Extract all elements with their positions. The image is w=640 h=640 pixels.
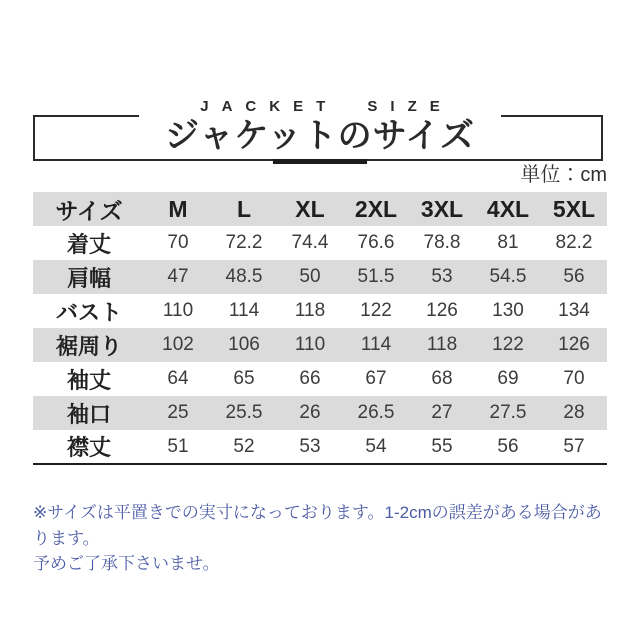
row-label: 肩幅 <box>66 265 111 291</box>
table-row <box>33 328 607 362</box>
cell-value: 51 <box>167 435 189 457</box>
column-header: 5XL <box>552 195 596 222</box>
row-label: 袖丈 <box>66 367 111 393</box>
unit-label: 単位：cm <box>520 164 607 186</box>
cell-value: 72.2 <box>225 232 263 253</box>
cell-value: 122 <box>492 334 524 355</box>
table-row <box>33 294 607 328</box>
size-table-body <box>33 192 607 464</box>
size-table <box>33 192 607 465</box>
row-label: 袖口 <box>66 401 111 427</box>
cell-value: 57 <box>563 435 585 457</box>
cell-value: 65 <box>233 368 255 389</box>
cell-value: 48.5 <box>225 266 263 287</box>
cell-value: 25 <box>167 402 189 423</box>
cell-value: 118 <box>294 300 326 321</box>
footer-note <box>33 500 613 577</box>
cell-value: 134 <box>558 300 590 321</box>
cell-value: 47 <box>167 266 189 287</box>
cell-value: 53 <box>299 435 321 457</box>
table-row <box>33 396 607 430</box>
cell-value: 70 <box>563 368 585 389</box>
cell-value: 52 <box>233 435 255 457</box>
cell-value: 56 <box>497 435 519 457</box>
cell-value: 82.2 <box>555 232 593 253</box>
table-row <box>33 226 607 260</box>
page-title: ジャケットのサイズ <box>165 117 475 155</box>
column-header: XL <box>295 195 325 222</box>
cell-value: 26 <box>299 402 321 423</box>
cell-value: 66 <box>299 368 321 389</box>
cell-value: 81 <box>497 232 519 253</box>
cell-value: 28 <box>563 402 585 423</box>
cell-value: 126 <box>558 334 590 355</box>
column-header: 2XL <box>354 195 398 222</box>
table-row <box>33 430 607 464</box>
cell-value: 74.4 <box>291 232 329 253</box>
cell-value: 54 <box>365 435 387 457</box>
cell-value: 26.5 <box>357 402 395 423</box>
cell-value: 102 <box>162 334 194 355</box>
cell-value: 110 <box>162 300 194 321</box>
table-row <box>33 362 607 396</box>
table-header-row <box>33 192 607 226</box>
cell-value: 51.5 <box>357 266 395 287</box>
cell-value: 130 <box>492 300 524 321</box>
cell-value: 106 <box>228 334 260 355</box>
cell-value: 68 <box>431 368 453 389</box>
cell-value: 70 <box>167 232 189 253</box>
cell-value: 114 <box>360 334 392 355</box>
table-row <box>33 260 607 294</box>
cell-value: 67 <box>365 368 387 389</box>
cell-value: 76.6 <box>357 232 395 253</box>
footer-note-line1: ※サイズは平置きでの実寸になっております。1-2cmの誤差がある場合があります。 <box>33 503 602 548</box>
cell-value: 69 <box>497 368 519 389</box>
cell-value: 54.5 <box>489 266 527 287</box>
cell-value: 78.8 <box>423 232 461 253</box>
cell-value: 122 <box>360 300 392 321</box>
cell-value: 126 <box>426 300 458 321</box>
cell-value: 53 <box>431 266 453 287</box>
column-header: 3XL <box>420 195 464 222</box>
cell-value: 114 <box>228 300 260 321</box>
row-label: バスト <box>55 299 122 325</box>
header-eyebrow: JACKET SIZE <box>200 98 453 115</box>
cell-value: 25.5 <box>225 402 263 423</box>
title-underline <box>273 159 367 164</box>
column-header-size: サイズ <box>55 197 123 224</box>
header-title-block <box>139 98 501 155</box>
row-label: 襟丈 <box>66 435 111 460</box>
cell-value: 55 <box>431 435 453 457</box>
column-header: M <box>168 195 188 222</box>
row-label: 裾周り <box>55 333 122 359</box>
cell-value: 56 <box>563 266 585 287</box>
row-label: 着丈 <box>66 231 111 257</box>
footer-note-line2: 予めご了承下さいませ。 <box>33 554 220 573</box>
column-header: 4XL <box>486 195 530 222</box>
column-header: L <box>236 195 252 222</box>
cell-value: 110 <box>294 334 326 355</box>
cell-value: 27.5 <box>489 402 527 423</box>
cell-value: 27 <box>431 402 453 423</box>
cell-value: 50 <box>299 266 321 287</box>
cell-value: 118 <box>426 334 458 355</box>
cell-value: 64 <box>167 368 189 389</box>
